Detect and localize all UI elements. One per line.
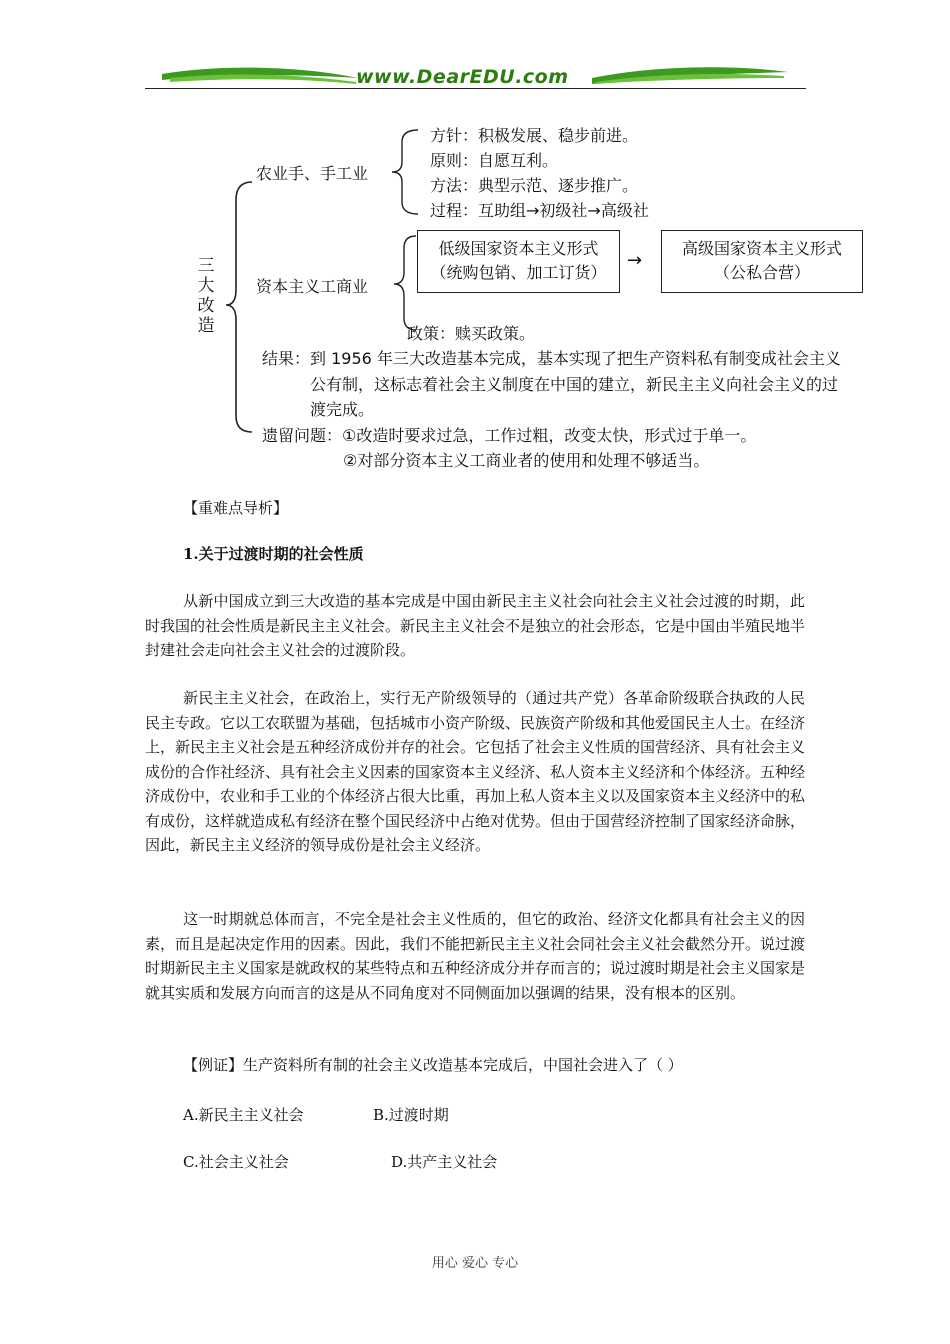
paragraph-1: 从新中国成立到三大改造的基本完成是中国由新民主主义社会向社会主义社会过渡的时期，此时我国的社会性质是新民主主义社会。新民主主义社会不是独立的社会形态，它是中国由半殖民地半封建社会走向社会主义社会的过渡阶段。 — [145, 592, 806, 659]
result-line-1: 结果：到 1956 年三大改造基本完成，基本实现了把生产资料私有制变成社会主义 — [262, 349, 841, 368]
low-box-line1: 低级国家资本主义形式 — [438, 239, 599, 258]
high-box-line1: 高级国家资本主义形式 — [681, 239, 842, 258]
high-box-line2: （公私合营） — [713, 263, 810, 282]
option-c: C.社会主义社会 — [183, 1153, 289, 1171]
option-b: B.过渡时期 — [373, 1106, 449, 1124]
high-state-capitalism-box — [661, 230, 863, 293]
legacy-line-2: ②对部分资本主义工商业者的使用和处理不够适当。 — [343, 451, 710, 470]
subheading: 1.关于过渡时期的社会性质 — [183, 545, 364, 563]
agri-item-2: 原则：自愿互利。 — [430, 151, 559, 170]
option-d: D.共产主义社会 — [391, 1153, 498, 1171]
agri-item-1: 方针：积极发展、稳步前进。 — [430, 126, 639, 145]
paragraph-3: 这一时期就总体而言，不完全是社会主义性质的，但它的政治、经济文化都具有社会主义的因素，而且是起决定作用的因素。因此，我们不能把新民主主义社会同社会主义社会截然分开。说过渡时期新民主主义国家是就政权的某些特点和五种经济成分并存而言的；说过渡时期是社会主义国家是就其实质和发展方向而言的这是从不同角度对不同侧面加以强调的结果，没有根本的区别。 — [145, 910, 806, 1002]
right-arrow-icon: → — [627, 250, 643, 271]
result-line-3: 渡完成。 — [310, 400, 375, 419]
agri-item-4: 过程：互助组→初级社→高级社 — [430, 201, 649, 220]
legacy-line-1: 遗留问题：①改造时要求过急，工作过粗，改变太快，形式过于单一。 — [262, 426, 757, 445]
capital-label: 资本主义工商业 — [256, 277, 369, 296]
diagram-root-label: 三 大 改 造 — [197, 256, 215, 336]
section-title: 【重难点导析】 — [183, 499, 289, 517]
low-state-capitalism-box — [417, 230, 620, 293]
option-a: A.新民主主义社会 — [183, 1106, 304, 1124]
example-question: 【例证】生产资料所有制的社会主义改造基本完成后，中国社会进入了（ ） — [183, 1056, 683, 1074]
site-logo: www.DearEDU.com — [356, 66, 569, 88]
agri-label: 农业手、手工业 — [256, 164, 369, 183]
result-line-2: 公有制，这标志着社会主义制度在中国的建立，新民主主义向社会主义的过 — [310, 375, 839, 394]
agri-item-3: 方法：典型示范、逐步推广。 — [430, 176, 639, 195]
paragraph-2: 新民主主义社会，在政治上，实行无产阶级领导的（通过共产党）各革命阶级联合执政的人民民主专政。它以工农联盟为基础，包括城市小资产阶级、民族资产阶级和其他爱国民主人士。在经济上，新民主主义社会是五种经济成份并存的社会。它包括了社会主义性质的国营经济、具有社会主义成份的合作社经济、具有社会主义因素的国家资本主义经济、私人资本主义经济和个体经济。五种经济成份中，农业和手工业的个体经济占很大比重，再加上私人资本主义以及国家资本主义经济中的私有成份，这样就造成私有经济在整个国民经济中占绝对优势。但由于国营经济控制了国家经济命脉，因此，新民主主义经济的领导成份是社会主义经济。 — [145, 689, 806, 854]
capital-policy: 政策：赎买政策。 — [407, 324, 536, 343]
page-footer: 用心 爱心 专心 — [431, 1256, 519, 1271]
low-box-line2: （统购包销、加工订货） — [430, 263, 607, 282]
